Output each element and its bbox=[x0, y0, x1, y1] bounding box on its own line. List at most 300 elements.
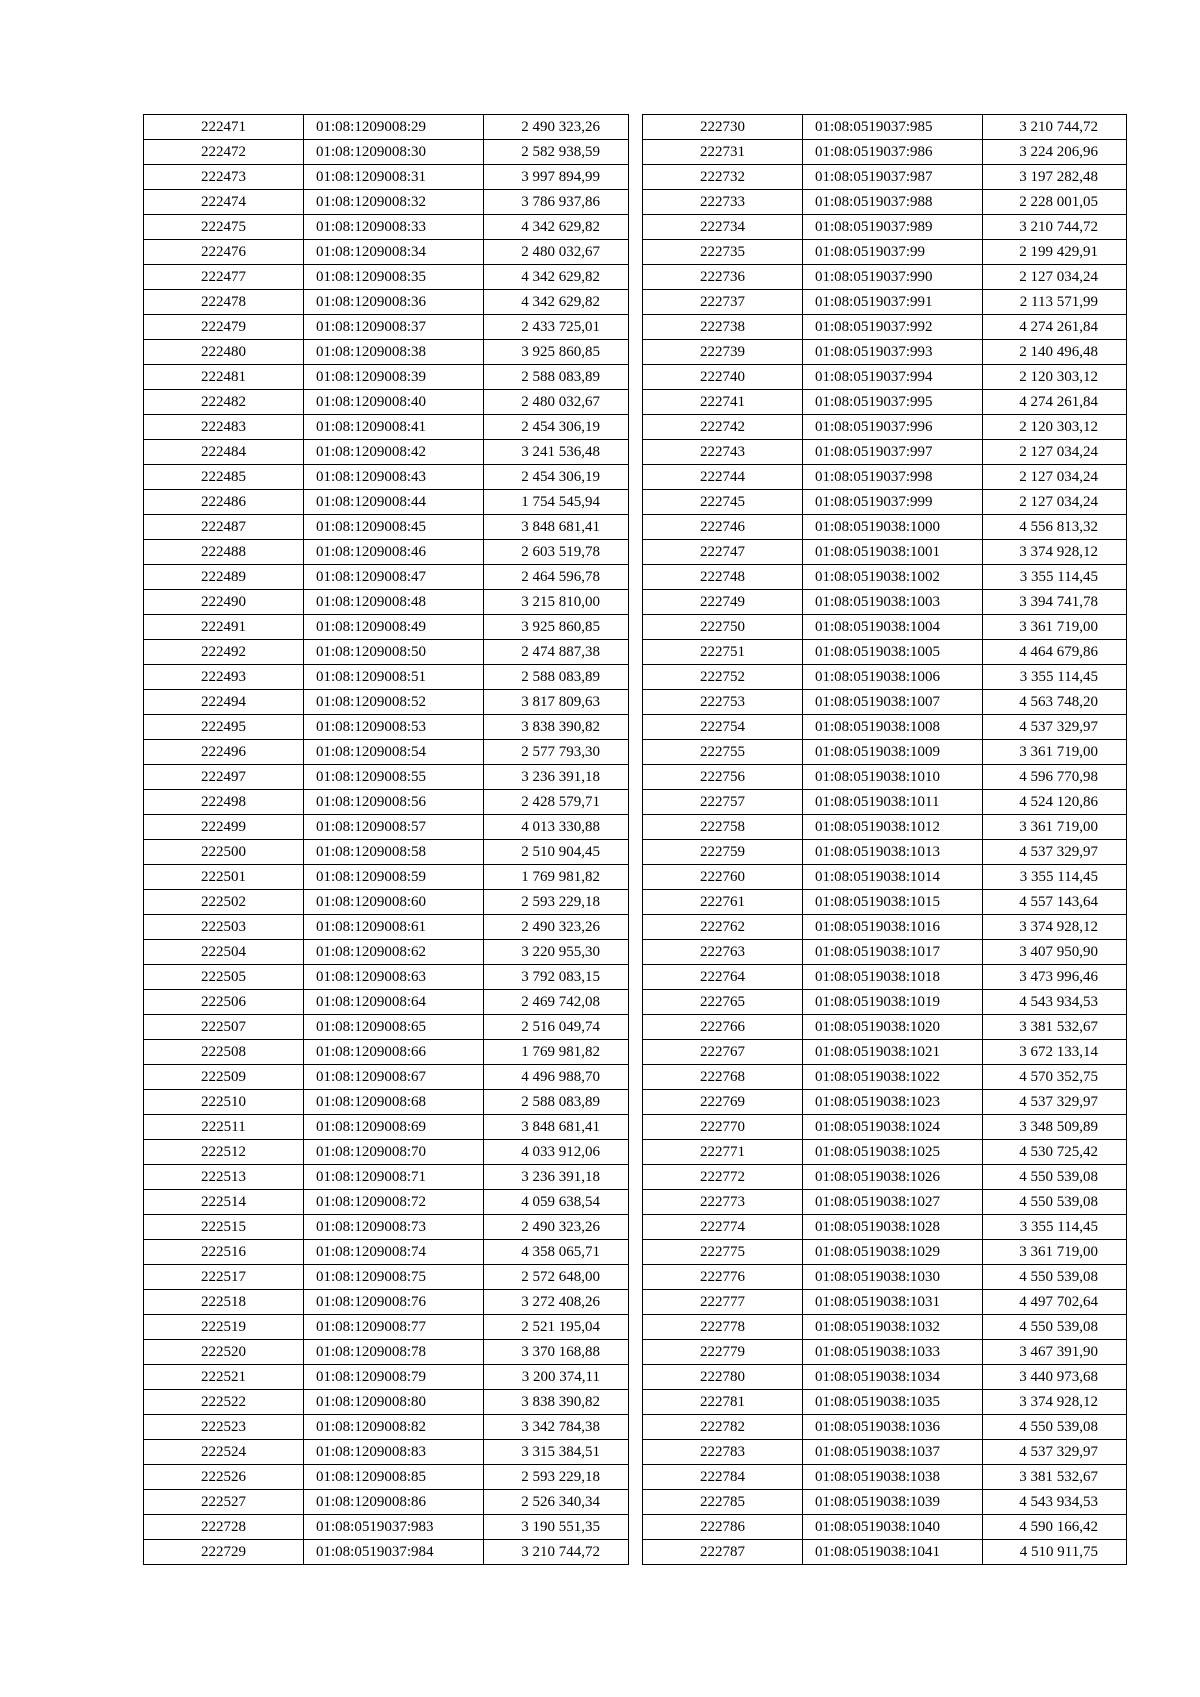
cadastral-value-cell: 2 464 596,78 bbox=[484, 565, 629, 590]
cadastral-number-cell: 01:08:0519037:984 bbox=[304, 1540, 484, 1565]
cadastral-number-cell: 01:08:1209008:77 bbox=[304, 1315, 484, 1340]
record-number-cell: 222514 bbox=[144, 1190, 304, 1215]
record-number-cell: 222527 bbox=[144, 1490, 304, 1515]
cadastral-value-cell: 4 556 813,32 bbox=[983, 515, 1127, 540]
cadastral-value-cell: 2 428 579,71 bbox=[484, 790, 629, 815]
cadastral-value-cell: 4 342 629,82 bbox=[484, 290, 629, 315]
table-row bbox=[643, 540, 1127, 565]
record-number-cell: 222478 bbox=[144, 290, 304, 315]
cadastral-number-cell: 01:08:1209008:57 bbox=[304, 815, 484, 840]
record-number-cell: 222779 bbox=[643, 1340, 803, 1365]
record-number-cell: 222730 bbox=[643, 115, 803, 140]
table-row bbox=[643, 715, 1127, 740]
record-number-cell: 222759 bbox=[643, 840, 803, 865]
table-row bbox=[144, 790, 629, 815]
table-row bbox=[643, 1315, 1127, 1340]
cadastral-number-cell: 01:08:1209008:78 bbox=[304, 1340, 484, 1365]
cadastral-value-cell: 2 228 001,05 bbox=[983, 190, 1127, 215]
cadastral-number-cell: 01:08:1209008:83 bbox=[304, 1440, 484, 1465]
record-number-cell: 222481 bbox=[144, 365, 304, 390]
cadastral-value-cell: 4 530 725,42 bbox=[983, 1140, 1127, 1165]
record-number-cell: 222495 bbox=[144, 715, 304, 740]
cadastral-number-cell: 01:08:1209008:34 bbox=[304, 240, 484, 265]
cadastral-number-cell: 01:08:0519038:1038 bbox=[803, 1465, 983, 1490]
record-number-cell: 222774 bbox=[643, 1215, 803, 1240]
cadastral-value-cell: 3 215 810,00 bbox=[484, 590, 629, 615]
table-row bbox=[144, 815, 629, 840]
record-number-cell: 222523 bbox=[144, 1415, 304, 1440]
record-number-cell: 222487 bbox=[144, 515, 304, 540]
cadastral-value-cell: 2 593 229,18 bbox=[484, 1465, 629, 1490]
cadastral-value-cell: 3 315 384,51 bbox=[484, 1440, 629, 1465]
table-row bbox=[643, 1440, 1127, 1465]
cadastral-number-cell: 01:08:0519038:1009 bbox=[803, 740, 983, 765]
cadastral-number-cell: 01:08:0519038:1033 bbox=[803, 1340, 983, 1365]
cadastral-number-cell: 01:08:0519038:1030 bbox=[803, 1265, 983, 1290]
table-row bbox=[144, 1090, 629, 1115]
cadastral-value-cell: 4 496 988,70 bbox=[484, 1065, 629, 1090]
cadastral-value-cell: 4 059 638,54 bbox=[484, 1190, 629, 1215]
table-row bbox=[643, 315, 1127, 340]
table-row bbox=[643, 290, 1127, 315]
cadastral-value-cell: 2 588 083,89 bbox=[484, 1090, 629, 1115]
record-number-cell: 222737 bbox=[643, 290, 803, 315]
cadastral-value-cell: 2 120 303,12 bbox=[983, 415, 1127, 440]
table-row bbox=[643, 1490, 1127, 1515]
cadastral-value-cell: 2 577 793,30 bbox=[484, 740, 629, 765]
record-number-cell: 222482 bbox=[144, 390, 304, 415]
table-row bbox=[144, 1290, 629, 1315]
cadastral-value-cell: 2 127 034,24 bbox=[983, 265, 1127, 290]
cadastral-number-cell: 01:08:0519037:995 bbox=[803, 390, 983, 415]
cadastral-number-cell: 01:08:0519038:1001 bbox=[803, 540, 983, 565]
record-number-cell: 222476 bbox=[144, 240, 304, 265]
cadastral-number-cell: 01:08:1209008:61 bbox=[304, 915, 484, 940]
left-table bbox=[143, 114, 629, 1565]
table-row bbox=[643, 1290, 1127, 1315]
cadastral-value-cell: 3 210 744,72 bbox=[484, 1540, 629, 1565]
cadastral-number-cell: 01:08:1209008:73 bbox=[304, 1215, 484, 1240]
table-row bbox=[144, 215, 629, 240]
record-number-cell: 222758 bbox=[643, 815, 803, 840]
cadastral-value-cell: 3 848 681,41 bbox=[484, 1115, 629, 1140]
table-row bbox=[643, 740, 1127, 765]
cadastral-number-cell: 01:08:0519038:1035 bbox=[803, 1390, 983, 1415]
cadastral-value-cell: 4 497 702,64 bbox=[983, 1290, 1127, 1315]
table-row bbox=[144, 1215, 629, 1240]
record-number-cell: 222734 bbox=[643, 215, 803, 240]
cadastral-number-cell: 01:08:0519038:1031 bbox=[803, 1290, 983, 1315]
record-number-cell: 222767 bbox=[643, 1040, 803, 1065]
cadastral-number-cell: 01:08:1209008:38 bbox=[304, 340, 484, 365]
cadastral-number-cell: 01:08:0519038:1000 bbox=[803, 515, 983, 540]
cadastral-value-cell: 4 537 329,97 bbox=[983, 1090, 1127, 1115]
table-row bbox=[144, 440, 629, 465]
record-number-cell: 222732 bbox=[643, 165, 803, 190]
record-number-cell: 222522 bbox=[144, 1390, 304, 1415]
table-row bbox=[643, 1540, 1127, 1565]
record-number-cell: 222733 bbox=[643, 190, 803, 215]
table-row bbox=[144, 1515, 629, 1540]
cadastral-number-cell: 01:08:1209008:86 bbox=[304, 1490, 484, 1515]
table-row bbox=[643, 1415, 1127, 1440]
record-number-cell: 222475 bbox=[144, 215, 304, 240]
cadastral-number-cell: 01:08:0519038:1012 bbox=[803, 815, 983, 840]
cadastral-number-cell: 01:08:0519037:988 bbox=[803, 190, 983, 215]
table-row bbox=[643, 1065, 1127, 1090]
table-row bbox=[144, 565, 629, 590]
cadastral-number-cell: 01:08:1209008:62 bbox=[304, 940, 484, 965]
cadastral-number-cell: 01:08:1209008:31 bbox=[304, 165, 484, 190]
cadastral-number-cell: 01:08:0519038:1041 bbox=[803, 1540, 983, 1565]
record-number-cell: 222520 bbox=[144, 1340, 304, 1365]
record-number-cell: 222749 bbox=[643, 590, 803, 615]
cadastral-value-cell: 3 361 719,00 bbox=[983, 615, 1127, 640]
cadastral-number-cell: 01:08:0519037:993 bbox=[803, 340, 983, 365]
cadastral-number-cell: 01:08:1209008:82 bbox=[304, 1415, 484, 1440]
cadastral-number-cell: 01:08:1209008:55 bbox=[304, 765, 484, 790]
record-number-cell: 222507 bbox=[144, 1015, 304, 1040]
cadastral-value-cell: 2 454 306,19 bbox=[484, 465, 629, 490]
table-row bbox=[144, 890, 629, 915]
cadastral-value-cell: 3 374 928,12 bbox=[983, 915, 1127, 940]
record-number-cell: 222498 bbox=[144, 790, 304, 815]
table-row bbox=[144, 415, 629, 440]
record-number-cell: 222738 bbox=[643, 315, 803, 340]
cadastral-number-cell: 01:08:1209008:85 bbox=[304, 1465, 484, 1490]
cadastral-number-cell: 01:08:0519038:1008 bbox=[803, 715, 983, 740]
record-number-cell: 222760 bbox=[643, 865, 803, 890]
record-number-cell: 222524 bbox=[144, 1440, 304, 1465]
table-row bbox=[144, 665, 629, 690]
cadastral-value-cell: 4 550 539,08 bbox=[983, 1165, 1127, 1190]
table-row bbox=[643, 415, 1127, 440]
cadastral-number-cell: 01:08:1209008:39 bbox=[304, 365, 484, 390]
cadastral-value-cell: 4 563 748,20 bbox=[983, 690, 1127, 715]
record-number-cell: 222515 bbox=[144, 1215, 304, 1240]
table-row bbox=[144, 1040, 629, 1065]
cadastral-number-cell: 01:08:0519038:1026 bbox=[803, 1165, 983, 1190]
cadastral-value-cell: 2 572 648,00 bbox=[484, 1265, 629, 1290]
record-number-cell: 222777 bbox=[643, 1290, 803, 1315]
cadastral-number-cell: 01:08:1209008:69 bbox=[304, 1115, 484, 1140]
table-row bbox=[144, 1140, 629, 1165]
record-number-cell: 222755 bbox=[643, 740, 803, 765]
cadastral-value-cell: 3 272 408,26 bbox=[484, 1290, 629, 1315]
record-number-cell: 222752 bbox=[643, 665, 803, 690]
table-row bbox=[144, 1065, 629, 1090]
table-row bbox=[144, 340, 629, 365]
cadastral-number-cell: 01:08:0519038:1003 bbox=[803, 590, 983, 615]
cadastral-number-cell: 01:08:0519038:1022 bbox=[803, 1065, 983, 1090]
cadastral-value-cell: 4 524 120,86 bbox=[983, 790, 1127, 815]
table-row bbox=[144, 540, 629, 565]
cadastral-number-cell: 01:08:0519038:1023 bbox=[803, 1090, 983, 1115]
record-number-cell: 222784 bbox=[643, 1465, 803, 1490]
cadastral-value-cell: 4 342 629,82 bbox=[484, 215, 629, 240]
cadastral-number-cell: 01:08:0519037:992 bbox=[803, 315, 983, 340]
cadastral-value-cell: 3 925 860,85 bbox=[484, 615, 629, 640]
cadastral-value-cell: 3 792 083,15 bbox=[484, 965, 629, 990]
record-number-cell: 222772 bbox=[643, 1165, 803, 1190]
table-row bbox=[144, 1240, 629, 1265]
table-row bbox=[144, 1540, 629, 1565]
cadastral-number-cell: 01:08:0519038:1006 bbox=[803, 665, 983, 690]
cadastral-value-cell: 3 355 114,45 bbox=[983, 865, 1127, 890]
cadastral-value-cell: 3 467 391,90 bbox=[983, 1340, 1127, 1365]
cadastral-value-cell: 2 480 032,67 bbox=[484, 390, 629, 415]
right-table-body bbox=[643, 115, 1127, 1565]
cadastral-value-cell: 1 769 981,82 bbox=[484, 1040, 629, 1065]
cadastral-value-cell: 2 526 340,34 bbox=[484, 1490, 629, 1515]
table-row bbox=[144, 390, 629, 415]
cadastral-value-cell: 3 997 894,99 bbox=[484, 165, 629, 190]
cadastral-number-cell: 01:08:0519038:1010 bbox=[803, 765, 983, 790]
cadastral-number-cell: 01:08:0519038:1017 bbox=[803, 940, 983, 965]
cadastral-value-cell: 3 236 391,18 bbox=[484, 1165, 629, 1190]
record-number-cell: 222765 bbox=[643, 990, 803, 1015]
table-row bbox=[144, 1265, 629, 1290]
cadastral-number-cell: 01:08:1209008:63 bbox=[304, 965, 484, 990]
record-number-cell: 222769 bbox=[643, 1090, 803, 1115]
record-number-cell: 222516 bbox=[144, 1240, 304, 1265]
table-row bbox=[144, 940, 629, 965]
record-number-cell: 222494 bbox=[144, 690, 304, 715]
cadastral-number-cell: 01:08:1209008:33 bbox=[304, 215, 484, 240]
record-number-cell: 222474 bbox=[144, 190, 304, 215]
table-row bbox=[643, 990, 1127, 1015]
cadastral-value-cell: 1 754 545,94 bbox=[484, 490, 629, 515]
table-row bbox=[144, 140, 629, 165]
record-number-cell: 222741 bbox=[643, 390, 803, 415]
cadastral-number-cell: 01:08:1209008:70 bbox=[304, 1140, 484, 1165]
record-number-cell: 222485 bbox=[144, 465, 304, 490]
table-row bbox=[643, 340, 1127, 365]
cadastral-value-cell: 3 224 206,96 bbox=[983, 140, 1127, 165]
record-number-cell: 222756 bbox=[643, 765, 803, 790]
record-number-cell: 222526 bbox=[144, 1465, 304, 1490]
cadastral-value-cell: 2 593 229,18 bbox=[484, 890, 629, 915]
cadastral-number-cell: 01:08:0519038:1037 bbox=[803, 1440, 983, 1465]
record-number-cell: 222761 bbox=[643, 890, 803, 915]
record-number-cell: 222521 bbox=[144, 1365, 304, 1390]
table-row bbox=[643, 965, 1127, 990]
cadastral-number-cell: 01:08:1209008:41 bbox=[304, 415, 484, 440]
cadastral-value-cell: 2 521 195,04 bbox=[484, 1315, 629, 1340]
cadastral-value-cell: 4 013 330,88 bbox=[484, 815, 629, 840]
cadastral-value-cell: 4 537 329,97 bbox=[983, 715, 1127, 740]
cadastral-value-cell: 4 550 539,08 bbox=[983, 1190, 1127, 1215]
table-row bbox=[643, 1115, 1127, 1140]
record-number-cell: 222729 bbox=[144, 1540, 304, 1565]
cadastral-value-cell: 3 220 955,30 bbox=[484, 940, 629, 965]
table-row bbox=[643, 665, 1127, 690]
cadastral-number-cell: 01:08:1209008:59 bbox=[304, 865, 484, 890]
cadastral-number-cell: 01:08:1209008:44 bbox=[304, 490, 484, 515]
table-row bbox=[643, 1515, 1127, 1540]
table-row bbox=[144, 1315, 629, 1340]
cadastral-number-cell: 01:08:1209008:66 bbox=[304, 1040, 484, 1065]
cadastral-value-cell: 3 197 282,48 bbox=[983, 165, 1127, 190]
cadastral-value-cell: 3 786 937,86 bbox=[484, 190, 629, 215]
table-row bbox=[144, 1015, 629, 1040]
cadastral-number-cell: 01:08:0519038:1011 bbox=[803, 790, 983, 815]
cadastral-value-cell: 3 370 168,88 bbox=[484, 1340, 629, 1365]
cadastral-number-cell: 01:08:0519037:983 bbox=[304, 1515, 484, 1540]
record-number-cell: 222747 bbox=[643, 540, 803, 565]
record-number-cell: 222745 bbox=[643, 490, 803, 515]
cadastral-number-cell: 01:08:0519037:99 bbox=[803, 240, 983, 265]
cadastral-number-cell: 01:08:1209008:46 bbox=[304, 540, 484, 565]
cadastral-number-cell: 01:08:0519037:986 bbox=[803, 140, 983, 165]
table-row bbox=[643, 1265, 1127, 1290]
record-number-cell: 222744 bbox=[643, 465, 803, 490]
cadastral-number-cell: 01:08:1209008:32 bbox=[304, 190, 484, 215]
cadastral-value-cell: 4 274 261,84 bbox=[983, 390, 1127, 415]
table-row bbox=[144, 915, 629, 940]
right-table bbox=[642, 114, 1127, 1565]
cadastral-number-cell: 01:08:1209008:60 bbox=[304, 890, 484, 915]
cadastral-number-cell: 01:08:0519038:1029 bbox=[803, 1240, 983, 1265]
cadastral-number-cell: 01:08:1209008:35 bbox=[304, 265, 484, 290]
record-number-cell: 222764 bbox=[643, 965, 803, 990]
cadastral-value-cell: 2 113 571,99 bbox=[983, 290, 1127, 315]
record-number-cell: 222497 bbox=[144, 765, 304, 790]
table-row bbox=[144, 990, 629, 1015]
record-number-cell: 222736 bbox=[643, 265, 803, 290]
cadastral-value-cell: 2 516 049,74 bbox=[484, 1015, 629, 1040]
cadastral-value-cell: 3 210 744,72 bbox=[983, 115, 1127, 140]
record-number-cell: 222753 bbox=[643, 690, 803, 715]
cadastral-value-cell: 2 603 519,78 bbox=[484, 540, 629, 565]
cadastral-value-cell: 4 557 143,64 bbox=[983, 890, 1127, 915]
cadastral-value-cell: 2 433 725,01 bbox=[484, 315, 629, 340]
cadastral-value-cell: 2 454 306,19 bbox=[484, 415, 629, 440]
table-row bbox=[144, 715, 629, 740]
cadastral-value-cell: 2 588 083,89 bbox=[484, 365, 629, 390]
cadastral-value-cell: 4 596 770,98 bbox=[983, 765, 1127, 790]
table-row bbox=[643, 615, 1127, 640]
cadastral-number-cell: 01:08:1209008:51 bbox=[304, 665, 484, 690]
record-number-cell: 222517 bbox=[144, 1265, 304, 1290]
table-row bbox=[643, 790, 1127, 815]
record-number-cell: 222513 bbox=[144, 1165, 304, 1190]
record-number-cell: 222731 bbox=[643, 140, 803, 165]
table-row bbox=[144, 865, 629, 890]
cadastral-number-cell: 01:08:1209008:71 bbox=[304, 1165, 484, 1190]
record-number-cell: 222754 bbox=[643, 715, 803, 740]
table-row bbox=[643, 690, 1127, 715]
record-number-cell: 222775 bbox=[643, 1240, 803, 1265]
record-number-cell: 222490 bbox=[144, 590, 304, 615]
cadastral-value-cell: 4 510 911,75 bbox=[983, 1540, 1127, 1565]
table-row bbox=[144, 1465, 629, 1490]
table-row bbox=[144, 465, 629, 490]
record-number-cell: 222472 bbox=[144, 140, 304, 165]
table-row bbox=[144, 1365, 629, 1390]
table-row bbox=[144, 740, 629, 765]
cadastral-number-cell: 01:08:1209008:42 bbox=[304, 440, 484, 465]
cadastral-value-cell: 2 127 034,24 bbox=[983, 465, 1127, 490]
cadastral-value-cell: 3 361 719,00 bbox=[983, 815, 1127, 840]
cadastral-number-cell: 01:08:1209008:65 bbox=[304, 1015, 484, 1040]
record-number-cell: 222742 bbox=[643, 415, 803, 440]
cadastral-value-cell: 2 469 742,08 bbox=[484, 990, 629, 1015]
record-number-cell: 222471 bbox=[144, 115, 304, 140]
cadastral-number-cell: 01:08:0519038:1021 bbox=[803, 1040, 983, 1065]
cadastral-value-cell: 4 590 166,42 bbox=[983, 1515, 1127, 1540]
table-row bbox=[144, 1190, 629, 1215]
record-number-cell: 222781 bbox=[643, 1390, 803, 1415]
record-number-cell: 222728 bbox=[144, 1515, 304, 1540]
record-number-cell: 222735 bbox=[643, 240, 803, 265]
cadastral-number-cell: 01:08:1209008:72 bbox=[304, 1190, 484, 1215]
cadastral-number-cell: 01:08:0519038:1018 bbox=[803, 965, 983, 990]
table-row bbox=[144, 265, 629, 290]
cadastral-value-cell: 3 925 860,85 bbox=[484, 340, 629, 365]
table-row bbox=[643, 365, 1127, 390]
table-row bbox=[643, 440, 1127, 465]
cadastral-number-cell: 01:08:0519037:996 bbox=[803, 415, 983, 440]
record-number-cell: 222786 bbox=[643, 1515, 803, 1540]
record-number-cell: 222484 bbox=[144, 440, 304, 465]
table-row bbox=[643, 1165, 1127, 1190]
cadastral-value-cell: 3 381 532,67 bbox=[983, 1015, 1127, 1040]
cadastral-number-cell: 01:08:0519038:1020 bbox=[803, 1015, 983, 1040]
table-row bbox=[643, 1015, 1127, 1040]
cadastral-number-cell: 01:08:1209008:48 bbox=[304, 590, 484, 615]
cadastral-number-cell: 01:08:0519038:1025 bbox=[803, 1140, 983, 1165]
table-row bbox=[643, 1465, 1127, 1490]
cadastral-value-cell: 3 374 928,12 bbox=[983, 1390, 1127, 1415]
left-table-body bbox=[144, 115, 629, 1565]
cadastral-value-cell: 3 848 681,41 bbox=[484, 515, 629, 540]
table-row bbox=[643, 1240, 1127, 1265]
table-row bbox=[144, 1490, 629, 1515]
record-number-cell: 222770 bbox=[643, 1115, 803, 1140]
table-row bbox=[144, 1165, 629, 1190]
table-row bbox=[144, 590, 629, 615]
table-row bbox=[144, 965, 629, 990]
table-row bbox=[144, 640, 629, 665]
cadastral-value-cell: 2 127 034,24 bbox=[983, 440, 1127, 465]
cadastral-value-cell: 2 127 034,24 bbox=[983, 490, 1127, 515]
record-number-cell: 222757 bbox=[643, 790, 803, 815]
cadastral-value-cell: 3 672 133,14 bbox=[983, 1040, 1127, 1065]
cadastral-value-cell: 4 543 934,53 bbox=[983, 1490, 1127, 1515]
table-row bbox=[643, 915, 1127, 940]
table-row bbox=[144, 240, 629, 265]
cadastral-number-cell: 01:08:1209008:53 bbox=[304, 715, 484, 740]
cadastral-value-cell: 3 407 950,90 bbox=[983, 940, 1127, 965]
cadastral-value-cell: 2 510 904,45 bbox=[484, 840, 629, 865]
cadastral-number-cell: 01:08:1209008:75 bbox=[304, 1265, 484, 1290]
table-row bbox=[144, 1115, 629, 1140]
record-number-cell: 222488 bbox=[144, 540, 304, 565]
record-number-cell: 222499 bbox=[144, 815, 304, 840]
cadastral-number-cell: 01:08:1209008:30 bbox=[304, 140, 484, 165]
table-row bbox=[643, 815, 1127, 840]
cadastral-number-cell: 01:08:1209008:29 bbox=[304, 115, 484, 140]
cadastral-value-cell: 2 490 323,26 bbox=[484, 915, 629, 940]
cadastral-number-cell: 01:08:1209008:56 bbox=[304, 790, 484, 815]
record-number-cell: 222511 bbox=[144, 1115, 304, 1140]
record-number-cell: 222771 bbox=[643, 1140, 803, 1165]
cadastral-number-cell: 01:08:0519037:994 bbox=[803, 365, 983, 390]
cadastral-value-cell: 4 033 912,06 bbox=[484, 1140, 629, 1165]
cadastral-value-cell: 3 210 744,72 bbox=[983, 215, 1127, 240]
cadastral-number-cell: 01:08:0519038:1040 bbox=[803, 1515, 983, 1540]
